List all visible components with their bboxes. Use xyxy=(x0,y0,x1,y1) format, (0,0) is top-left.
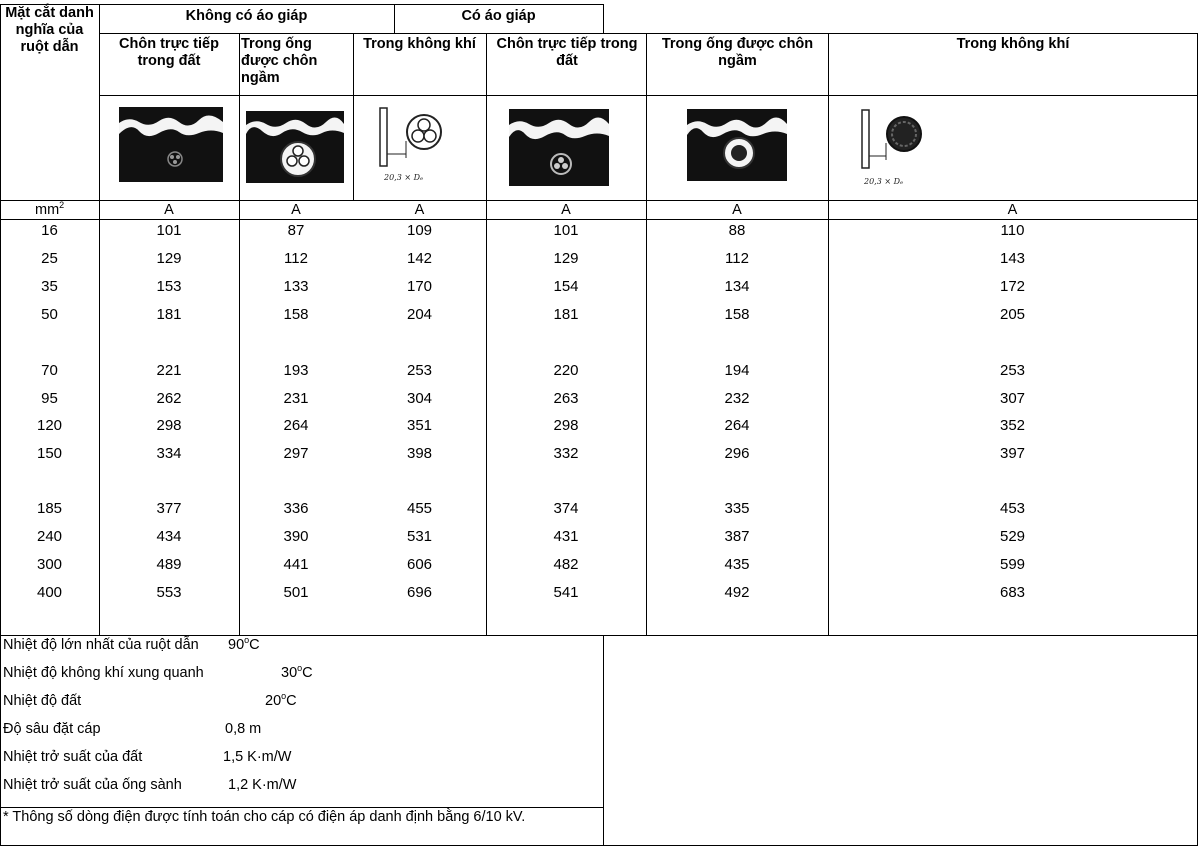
current-value: 492 xyxy=(724,584,750,601)
current-value: 193 xyxy=(283,362,309,379)
section-value: 400 xyxy=(36,584,63,601)
current-value: 110 xyxy=(1000,222,1025,239)
spacing-label: 20,3 × Dₑ xyxy=(384,173,424,182)
section-value: 35 xyxy=(41,278,58,295)
current-value: 351 xyxy=(406,417,433,434)
current-value: 253 xyxy=(999,362,1026,379)
current-value: 431 xyxy=(553,528,579,545)
condition-value: 90$^o$C xyxy=(228,635,260,653)
section-value: 185 xyxy=(36,500,63,517)
current-value: 264 xyxy=(724,417,750,434)
section-value: 16 xyxy=(41,222,58,239)
condition-value: 0,8 m xyxy=(225,721,262,737)
section-unit: $mm^2$ xyxy=(35,200,65,218)
current-value: 170 xyxy=(406,278,433,295)
col-header-unarmoured-air: Trong không khí xyxy=(363,36,476,52)
armoured-in-air-illustration xyxy=(858,108,938,188)
footnote: * Thông số dòng điện được tính toán cho cáp có điện áp danh định bằng 6/10 kV. xyxy=(3,809,526,825)
current-value: 434 xyxy=(156,528,182,545)
current-value: 263 xyxy=(553,390,579,407)
condition-value: 1,5 K·m/W xyxy=(223,749,292,765)
current-value: 298 xyxy=(553,417,579,434)
unit-a: A xyxy=(561,202,571,218)
condition-label: Nhiệt độ đất xyxy=(3,693,82,709)
current-value: 129 xyxy=(553,250,579,267)
condition-value: 20$^o$C xyxy=(265,691,297,709)
current-value: 158 xyxy=(283,306,309,323)
current-value: 501 xyxy=(283,584,309,601)
current-value: 332 xyxy=(553,445,579,462)
current-value: 335 xyxy=(724,500,750,517)
current-value: 88 xyxy=(728,222,746,239)
current-value: 296 xyxy=(724,445,750,462)
col-header-armoured-air: Trong không khí xyxy=(956,36,1070,52)
condition-label: Nhiệt độ lớn nhất của ruột dẫn xyxy=(3,637,199,653)
section-value: 25 xyxy=(41,250,58,267)
unit-a: A xyxy=(164,202,174,218)
section-column-header: Mặt cắt danh nghĩa của ruột dẫn xyxy=(5,5,94,55)
current-value: 101 xyxy=(156,222,182,239)
current-value: 397 xyxy=(999,445,1026,462)
armoured-duct-burial-illustration xyxy=(687,109,787,181)
current-value: 142 xyxy=(406,250,433,267)
section-value: 300 xyxy=(36,556,63,573)
duct-burial-illustration xyxy=(246,111,344,183)
current-value: 374 xyxy=(553,500,579,517)
section-value: 120 xyxy=(36,417,63,434)
current-value: 298 xyxy=(156,417,182,434)
current-value: 307 xyxy=(999,390,1026,407)
current-value: 334 xyxy=(156,445,182,462)
current-value: 232 xyxy=(724,390,750,407)
current-value: 390 xyxy=(283,528,309,545)
current-value: 529 xyxy=(999,528,1026,545)
condition-value: 30$^o$C xyxy=(281,663,313,681)
section-value: 70 xyxy=(41,362,58,379)
current-value: 435 xyxy=(724,556,750,573)
current-value: 398 xyxy=(406,445,433,462)
section-value: 95 xyxy=(41,390,58,407)
current-value: 455 xyxy=(406,500,433,517)
current-value: 172 xyxy=(999,278,1026,295)
current-value: 606 xyxy=(406,556,433,573)
col-header-armoured-duct: Trong ống được chôn ngầm xyxy=(661,36,814,69)
current-value: 262 xyxy=(156,390,182,407)
current-value: 304 xyxy=(406,390,433,407)
armoured-direct-burial-illustration xyxy=(509,109,609,186)
current-value: 297 xyxy=(283,445,309,462)
current-value: 683 xyxy=(999,584,1026,601)
current-value: 441 xyxy=(283,556,309,573)
condition-label: Nhiệt độ không khí xung quanh xyxy=(3,665,204,681)
col-header-armoured-direct: Chôn trực tiếp trong đất xyxy=(496,36,638,69)
current-value: 221 xyxy=(156,362,182,379)
current-value: 553 xyxy=(156,584,182,601)
current-value: 377 xyxy=(156,500,182,517)
current-value: 133 xyxy=(283,278,309,295)
current-value: 264 xyxy=(283,417,309,434)
current-value: 352 xyxy=(999,417,1026,434)
unit-a: A xyxy=(291,202,301,218)
current-value: 158 xyxy=(724,306,750,323)
current-value: 205 xyxy=(999,306,1026,323)
current-value: 134 xyxy=(724,278,750,295)
condition-label: Nhiệt trở suất của đất xyxy=(3,749,143,765)
current-value: 101 xyxy=(553,222,579,239)
current-value: 129 xyxy=(156,250,182,267)
current-value: 482 xyxy=(553,556,579,573)
unit-a: A xyxy=(1007,202,1018,218)
armoured-group-header: Có áo giáp xyxy=(461,8,536,24)
unit-a: A xyxy=(732,202,742,218)
section-value: 50 xyxy=(41,306,58,323)
current-value: 253 xyxy=(406,362,433,379)
current-value: 153 xyxy=(156,278,182,295)
in-air-illustration xyxy=(376,106,456,186)
current-value: 531 xyxy=(406,528,433,545)
current-value: 453 xyxy=(999,500,1026,517)
current-value: 109 xyxy=(406,222,433,239)
current-value: 143 xyxy=(999,250,1026,267)
current-value: 181 xyxy=(156,306,182,323)
current-value: 87 xyxy=(287,222,305,239)
direct-burial-illustration xyxy=(119,107,223,182)
condition-label: Nhiệt trở suất của ống sành xyxy=(3,777,182,793)
current-value: 599 xyxy=(999,556,1026,573)
unit-a: A xyxy=(414,202,425,218)
current-value: 181 xyxy=(553,306,579,323)
condition-value: 1,2 K·m/W xyxy=(228,777,297,793)
current-value: 112 xyxy=(725,250,749,267)
unarmoured-group-header: Không có áo giáp xyxy=(185,8,308,24)
current-value: 194 xyxy=(724,362,750,379)
current-value: 204 xyxy=(406,306,433,323)
current-value: 220 xyxy=(553,362,579,379)
current-value: 154 xyxy=(553,278,579,295)
spacing-label: 20,3 × Dₑ xyxy=(864,177,904,186)
current-value: 336 xyxy=(283,500,309,517)
section-value: 240 xyxy=(36,528,63,545)
current-value: 112 xyxy=(284,250,308,267)
current-value: 231 xyxy=(283,390,309,407)
col-header-unarmoured-duct: Trong ống được chôn ngầm xyxy=(241,36,318,86)
current-value: 489 xyxy=(156,556,182,573)
condition-label: Độ sâu đặt cáp xyxy=(3,721,101,737)
current-value: 696 xyxy=(406,584,433,601)
current-value: 541 xyxy=(553,584,579,601)
current-value: 387 xyxy=(724,528,750,545)
col-header-unarmoured-direct: Chôn trực tiếp trong đất xyxy=(119,36,219,69)
section-value: 150 xyxy=(36,445,63,462)
